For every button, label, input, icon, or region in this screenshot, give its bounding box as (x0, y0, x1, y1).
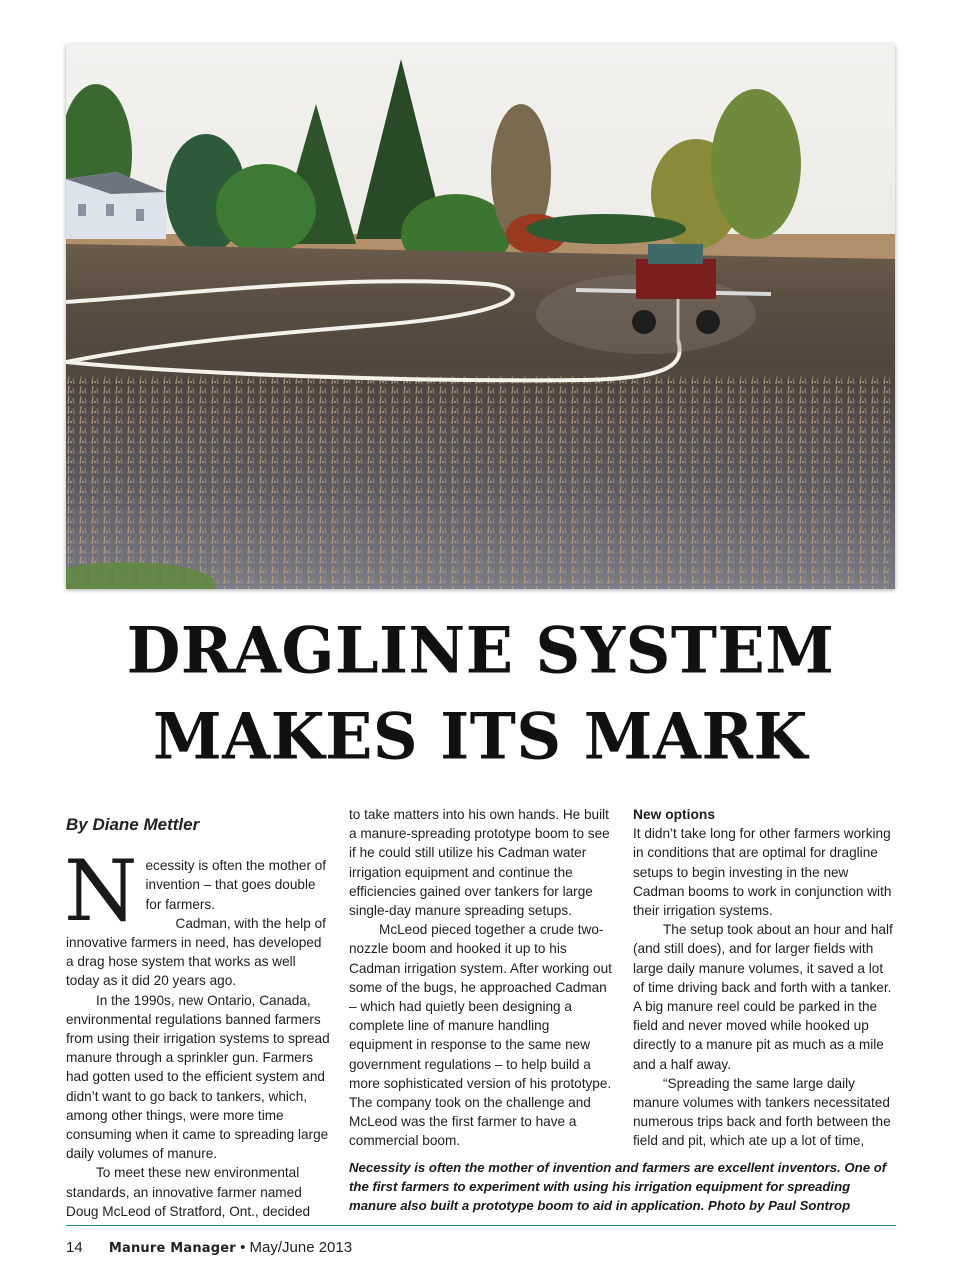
article-photo (66, 44, 895, 589)
page-footer (66, 1239, 352, 1256)
headline-line-1: DRAGLINE SYSTEM (126, 613, 835, 688)
photo-caption: Necessity is often the mother of invention and farmers are excellent inventors. One of the first farmers to experiment with using his irrigation equipment for spreading manure also built a prototype boom to aid in application. Photo by Paul Sontrop (349, 1160, 887, 1213)
magazine-name: Manure Manager (108, 1241, 236, 1256)
issue-date: May/June 2013 (249, 1239, 353, 1256)
footer-rule (66, 1225, 896, 1226)
field-dragline-photo (66, 44, 895, 589)
paragraph: To meet these new environmental standards, an innovative farmer named Doug McLeod of Stratford, Ont., decided (66, 1165, 311, 1219)
paragraph: to take matters into his own hands. He built a manure-spreading prototype boom to see if he could still utilize his Cadman water irrigation equipment and continue the efficiencies gained over tankers for large single-day manure spreading setups. (349, 807, 610, 919)
article-headline (66, 608, 895, 779)
byline: By Diane Mettler (66, 815, 200, 834)
paragraph: “Spreading the same large daily manure volumes with tankers necessitated numerous trips back and forth between the field and pit, which ate up a lot of time, (633, 1075, 891, 1149)
body-column-3 (633, 805, 898, 1151)
footer-separator: • (240, 1239, 246, 1256)
section-subhead: New options (633, 807, 716, 822)
body-column-2 (349, 805, 615, 1151)
paragraph: In the 1990s, new Ontario, Canada, environmental regulations banned farmers from using their irrigation systems to spread manure through a sprinkler gun. Farmers had gotten used to the efficient system and didn’t want to go back to tankers, which, among other things, were more time consuming when it came to spreading large daily volumes of manure. (66, 992, 330, 1162)
paragraph: McLeod pieced together a crude two-nozzle boom and hooked it up to his Cadman irrigation system. After working out some of the bugs, he approached Cadman – which had quietly been designing a complete line of manure handling equipment in response to the same new government regulations – to help build a more sophisticated version of his prototype. The company took on the challenge and McLeod was the first farmer to have a commercial boom. (349, 922, 612, 1149)
page-number: 14 (66, 1239, 83, 1256)
drop-cap: N (64, 842, 138, 941)
intro-text: ecessity is often the mother of invention – that goes double for farmers. (145, 858, 327, 912)
headline-line-2: MAKES ITS MARK (153, 699, 808, 774)
paragraph: It didn’t take long for other farmers working in conditions that are optimal for dragline setups to begin investing in the new Cadman booms to work in conjunction with their irrigation systems. (633, 826, 892, 919)
body-column-1 (66, 805, 332, 1221)
intro-paragraph (64, 842, 332, 941)
paragraph: Cadman, with the help of innovative farmers in need, has developed a drag hose system that works as well today as it did 20 years ago. (66, 915, 326, 989)
paragraph: The setup took about an hour and half (and still does), and for larger fields with large daily manure volumes, it saved a lot of time driving back and forth with a tanker. A big manure reel could be parked in the field and never moved while hooked up directly to a manure pit as much as a mile and a half away. (633, 922, 893, 1072)
